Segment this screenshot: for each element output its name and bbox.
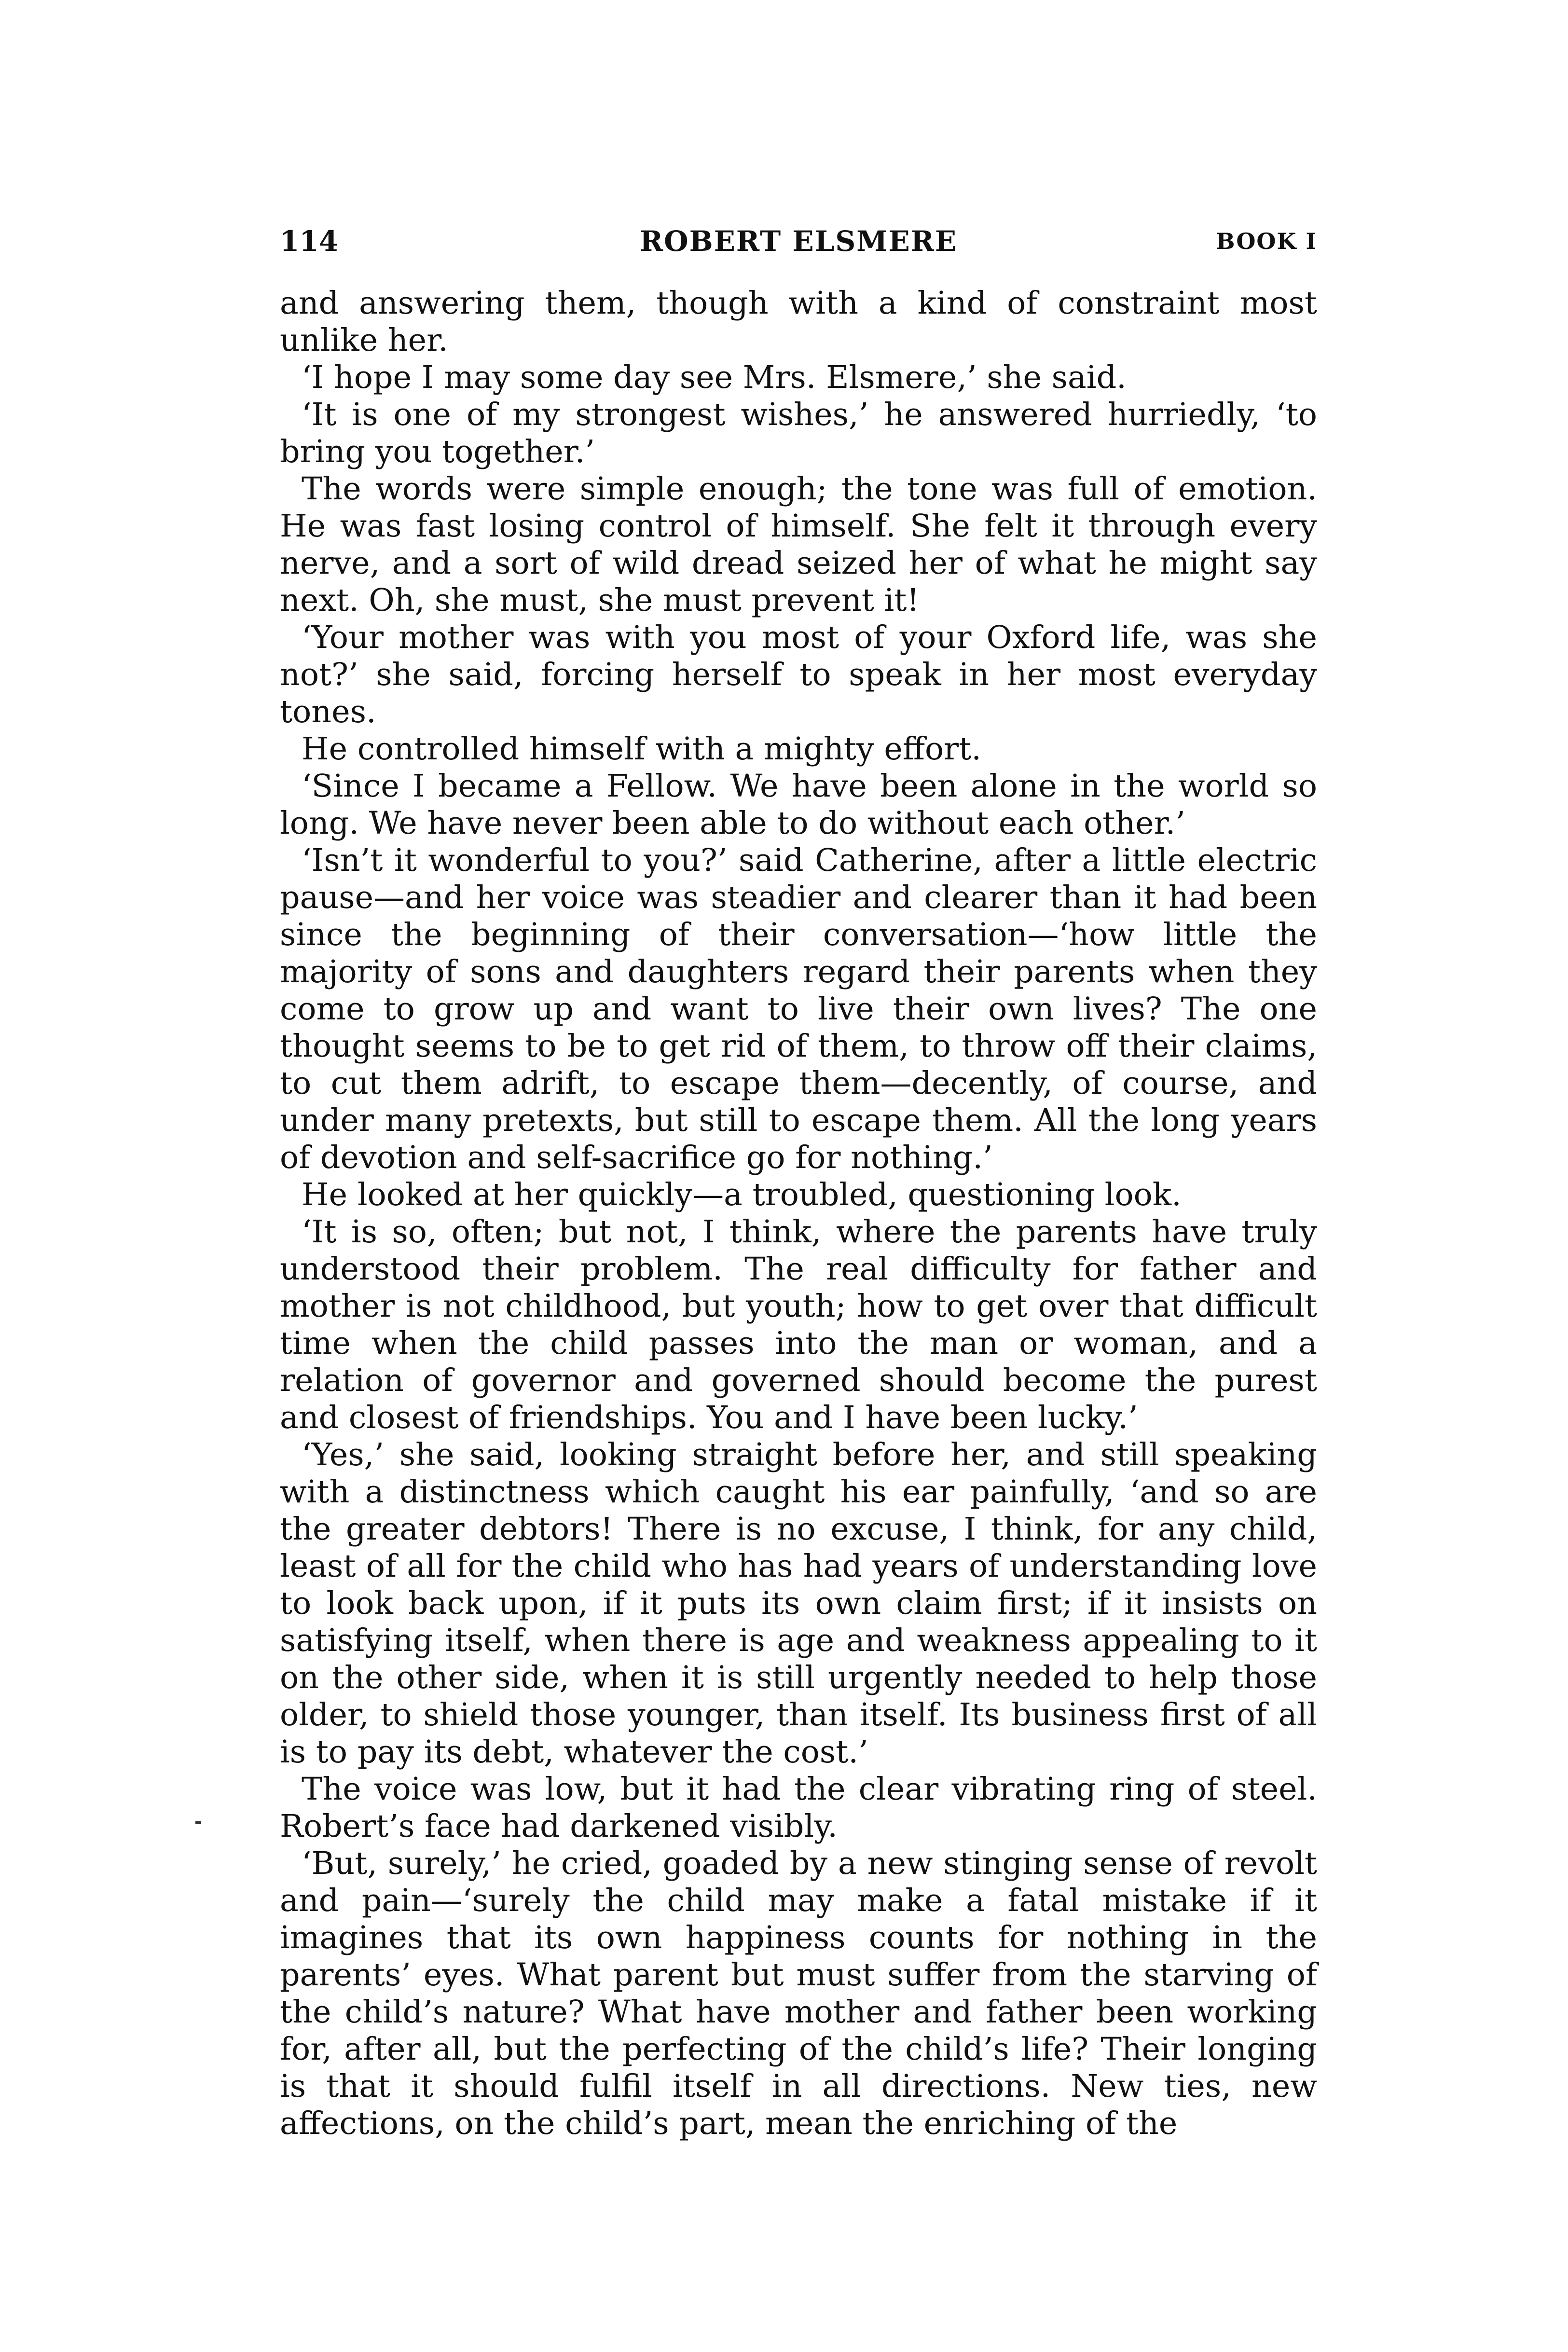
paragraph: ‘It is one of my strongest wishes,’ he answered hurriedly, ‘to bring you together.’	[280, 397, 1317, 470]
page-number: 114	[280, 225, 339, 258]
paragraph: He controlled himself with a mighty effort.	[302, 731, 981, 767]
paragraph: ‘Isn’t it wonderful to you?’ said Catherine, after a little electric pause—and her voice was steadier and clearer than it had been since the beginning of their conversation—‘how little the majority of sons and daughters regard their parents when they come to grow up and want to live their own lives? The one thought seems to be to get rid of them, to throw off their claims, to cut them adrift, to escape them—decently, of course, and under many pretexts, but still to escape them. All the long years of devotion and self-sacrifice go for nothing.’	[280, 842, 1317, 1176]
paragraph: ‘It is so, often; but not, I think, where the parents have truly understood their problem. The real difficulty for father and mother is not childhood, but youth; how to get over that difficult time when the child passes into the man or woman, and a relation of governor and governed should become the purest and closest of friendships. You and I have been lucky.’	[280, 1214, 1317, 1436]
paragraph: ‘But, surely,’ he cried, goaded by a new stinging sense of revolt and pain—‘surely the child may make a fatal mistake if it imagines that its own happiness counts for nothing in the parents’ eyes. What parent but must suffer from the starving of the child’s nature? What have mother and father been working for, after all, but the perfecting of the child’s life? Their longing is that it should fulfil itself in all directions. New ties, new affections, on the child’s part, mean the enriching of the	[280, 1845, 1317, 2142]
paragraph: ‘Your mother was with you most of your Oxford life, was she not?’ she said, forcing herself to speak in her most everyday tones.	[280, 619, 1317, 730]
book-label: BOOK I	[1216, 228, 1317, 254]
paragraph: and answering them, though with a kind of constraint most unlike her.	[280, 285, 1317, 358]
running-title: ROBERT ELSMERE	[639, 225, 958, 258]
running-header	[280, 220, 1317, 263]
paragraph: The words were simple enough; the tone was full of emotion. He was fast losing control of himself. She felt it through every nerve, and a sort of wild dread seized her of what he might say next. Oh, she must, she must prevent it!	[280, 471, 1317, 619]
paragraph: ‘Yes,’ she said, looking straight before her, and still speaking with a distinctness which caught his ear painfully, ‘and so are the greater debtors! There is no excuse, I think, for any child, least of all for the child who has had years of understanding love to look back upon, if it puts its own claim first; if it insists on satisfying itself, when there is age and weakness appealing to it on the other side, when it is still urgently needed to help those older, to shield those younger, than itself. Its business first of all is to pay its debt, whatever the cost.’	[280, 1437, 1317, 1770]
paragraph: He looked at her quickly—a troubled, questioning look.	[302, 1177, 1182, 1213]
paragraph: ‘I hope I may some day see Mrs. Elsmere,’ she said.	[302, 359, 1127, 396]
margin-mark	[195, 1821, 201, 1824]
paragraph: The voice was low, but it had the clear vibrating ring of steel. Robert’s face had darkened visibly.	[280, 1771, 1317, 1844]
body-text	[280, 285, 1317, 2142]
paragraph: ‘Since I became a Fellow. We have been alone in the world so long. We have never been able to do without each other.’	[280, 768, 1317, 841]
